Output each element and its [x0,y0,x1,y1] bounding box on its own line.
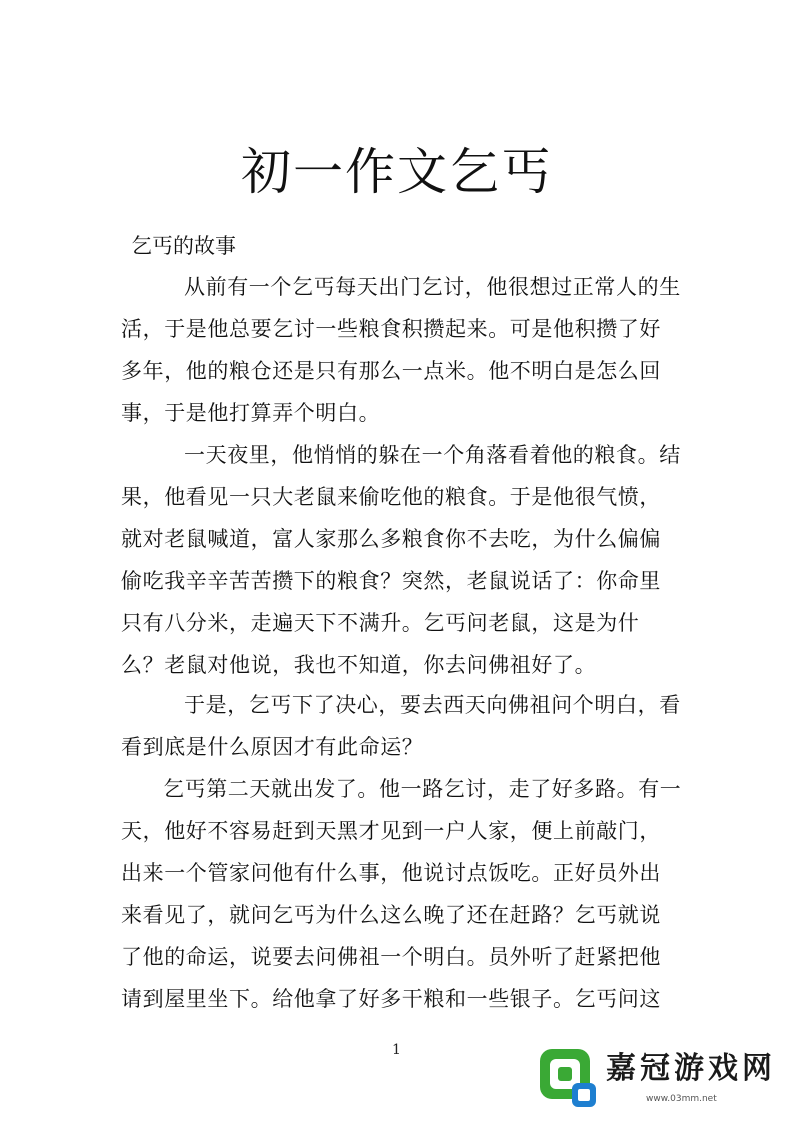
text-line: 看到底是什么原因才有此命运？ [121,735,424,759]
text-line: 乞丐第二天就出发了。他一路乞讨，走了好多路。有一 [163,777,682,801]
text-line: 出来一个管家问他有什么事，他说讨点饭吃。正好员外出 [121,861,661,885]
text-line: 活，于是他总要乞讨一些粮食积攒起来。可是他积攒了好 [121,317,661,341]
text-line: 一天夜里，他悄悄的躲在一个角落看着他的粮食。结 [184,443,681,467]
document-title: 初一作文乞丐 [241,143,553,201]
site-logo-icon [536,1045,602,1111]
text-line: 了他的命运，说要去问佛祖一个明白。员外听了赶紧把他 [121,945,661,969]
document-subtitle: 乞丐的故事 [131,234,236,258]
page-number: 1 [392,1042,401,1058]
text-line: 果，他看见一只大老鼠来偷吃他的粮食。于是他很气愤， [121,485,661,509]
text-line: 事，于是他打算弄个明白。 [121,401,381,425]
text-line: 从前有一个乞丐每天出门乞讨，他很想过正常人的生 [184,275,681,299]
text-line: 请到屋里坐下。给他拿了好多干粮和一些银子。乞丐问这 [121,987,661,1011]
text-line: 只有八分米，走遍天下不满升。乞丐问老鼠，这是为什 [121,611,640,635]
text-line: 多年，他的粮仓还是只有那么一点米。他不明白是怎么回 [121,359,661,383]
text-line: 么？老鼠对他说，我也不知道，你去问佛祖好了。 [121,653,597,677]
watermark-text: 嘉冠游戏网 [606,1051,776,1086]
text-line: 偷吃我辛辛苦苦攒下的粮食？突然，老鼠说话了：你命里 [121,569,661,593]
text-line: 就对老鼠喊道，富人家那么多粮食你不去吃，为什么偏偏 [121,527,661,551]
watermark-url: www.03mm.net [646,1094,717,1104]
text-line: 于是，乞丐下了决心，要去西天向佛祖问个明白，看 [184,693,681,717]
text-line: 来看见了，就问乞丐为什么这么晚了还在赶路？乞丐就说 [121,903,661,927]
text-line: 天，他好不容易赶到天黑才见到一户人家，便上前敲门， [121,819,661,843]
site-watermark [536,1043,786,1117]
